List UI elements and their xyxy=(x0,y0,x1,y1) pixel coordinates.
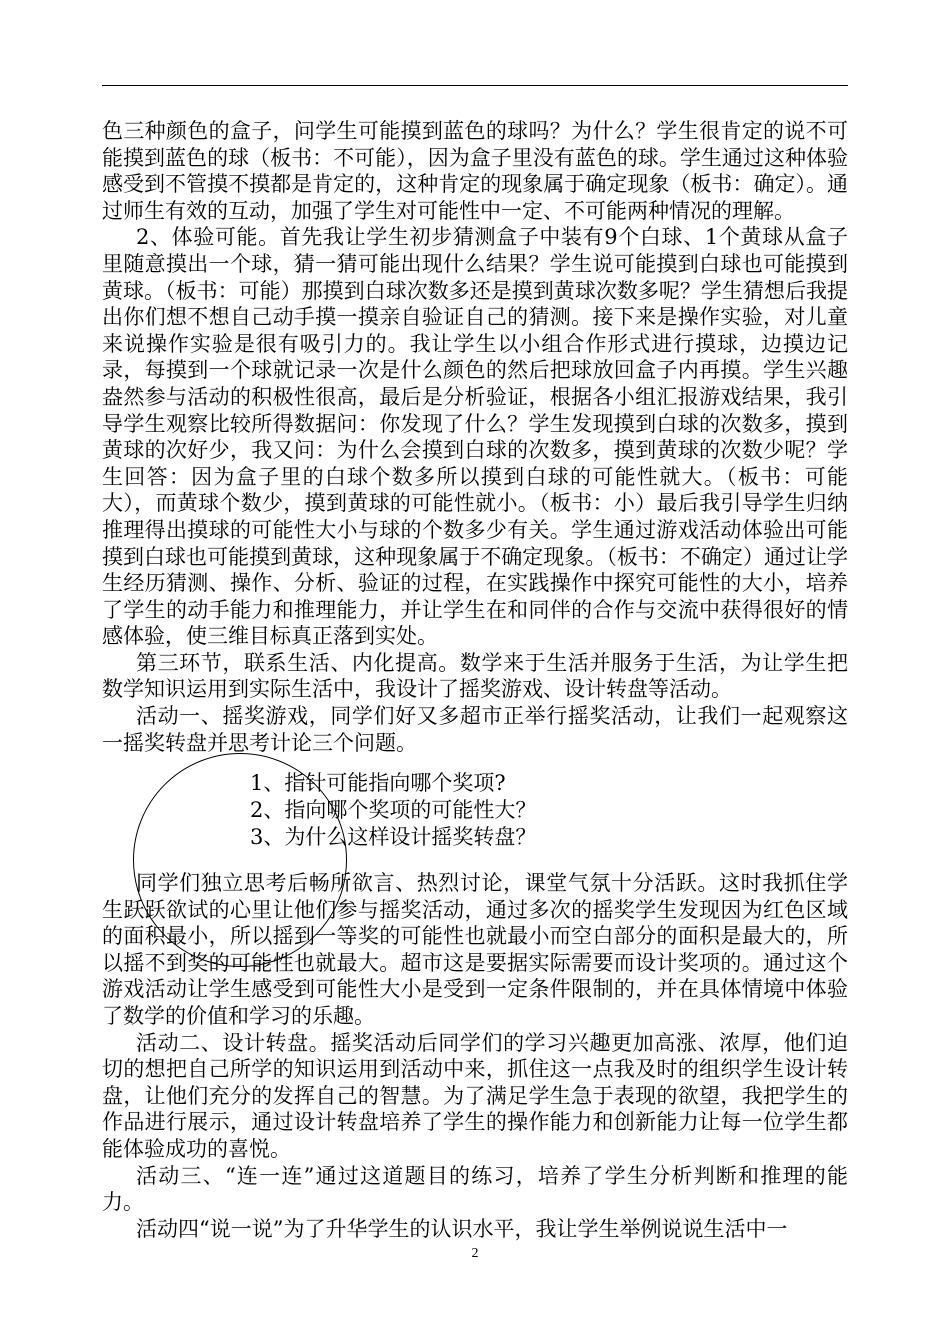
question-item: 1、指针可能指向哪个奖项? xyxy=(250,771,506,795)
paragraph: 第三环节，联系生活、内化提高。数学来于生活并服务于生活，为让学生把数学知识运用到实际生活中，我设计了摇奖游戏、设计转盘等活动。 xyxy=(102,650,848,702)
paragraph: 同学们独立思考后畅所欲言、热烈讨论，课堂气氛十分活跃。这时我抓住学生跃跃欲试的心里让他们参与摇奖活动，通过多次的摇奖学生发现因为红色区域的面积最小，所以摇到一等奖的可能性也就最小而空白部分的面积是最大的，所以摇不到奖的可能性也就最大。超市这是要据实际需要而设计奖项的。通过这个游戏活动让学生感受到可能性大小是受到一定条件限制的，并在具体情境中体验了数学的价值和学习的乐趣。 xyxy=(102,871,848,1028)
body-text-bottom xyxy=(102,870,848,1242)
paragraph: 2、体验可能。首先我让学生初步猜测盒子中装有9个白球、1个黄球从盒子里随意摸出一个球，猜一猜可能出现什么结果？学生说可能摸到白球也可能摸到黄球。（板书：可能）那摸到白球次数多还是摸到黄球次数多呢？学生猜想后我提出你们想不想自己动手摸一摸亲自验证自己的猜测。接下来是操作实验，对儿童来说操作实验是很有吸引力的。我让学生以小组合作形式进行摸球，边摸边记录，每摸到一个球就记录一次是什么颜色的然后把球放回盒子内再摸。学生兴趣盎然参与活动的积极性很高，最后是分析验证，根据各小组汇报游戏结果，我引导学生观察比较所得数据问：你发现了什么？学生发现摸到白球的次数多，摸到黄球的次好少，我又问：为什么会摸到白球的次数多，摸到黄球的次数少呢？学生回答：因为盒子里的白球个数多所以摸到白球的可能性就大。（板书：可能 大），而黄球个数少，摸到黄球的可能性就小。（板书：小）最后我引导学生归纳推理得出摸球的可能性大小与球的个数多少有关。学生通过游戏活动体验出可能摸到白球也可能摸到黄球，这种现象属于不确定现象。（板书：不确定）通过让学生经历猜测、操作、分析、验证的过程，在实践操作中探究可能性的大小，培养了学生的动手能力和推理能力，并让学生在和同伴的合作与交流中获得很好的情感体验，使三维目标真正落到实处。 xyxy=(102,225,869,649)
question-list xyxy=(250,770,810,851)
header-rule xyxy=(102,85,848,86)
body-text-top xyxy=(102,118,869,756)
paragraph: 活动三、“连一连”通过这道题目的练习，培养了学生分析判断和推理的能力。 xyxy=(102,1163,848,1215)
question-item: 2、指向哪个奖项的可能性大？ xyxy=(250,798,537,822)
paragraph: 活动二、设计转盘。摇奖活动后同学们的学习兴趣更加高涨、浓厚，他们迫切的想把自己所学的知识运用到活动中来，抓住这一点我及时的组织学生设计转盘，让他们充分的发挥自己的智慧。为了满足学生急于表现的欲望，我把学生的作品进行展示，通过设计转盘培养了学生的操作能力和创新能力让每一位学生都能体验成功的喜悦。 xyxy=(102,1030,848,1161)
page-number: 2 xyxy=(471,1246,479,1261)
paragraph: 色三种颜色的盒子，问学生可能摸到蓝色的球吗？为什么？学生很肯定的说不可能摸到蓝色的球（板书：不可能），因为盒子里没有蓝色的球。学生通过这种体验感受到不管摸不摸都是肯定的，这种肯定的现象属于确定现象（板书：确定）。通过师生有效的互动，加强了学生对可能性中一定、不可能两种情况的理解。 xyxy=(102,119,848,223)
paragraph: 活动一、摇奖游戏，同学们好又多超市正举行摇奖活动，让我们一起观察这一摇奖转盘并思考计论三个问题。 xyxy=(102,704,848,755)
paragraph: 活动四“说一说”为了升华学生的认识水平，我让学生举例说说生活中一 xyxy=(136,1216,788,1241)
question-item: 3、为什么这样设计摇奖转盘？ xyxy=(250,825,537,849)
